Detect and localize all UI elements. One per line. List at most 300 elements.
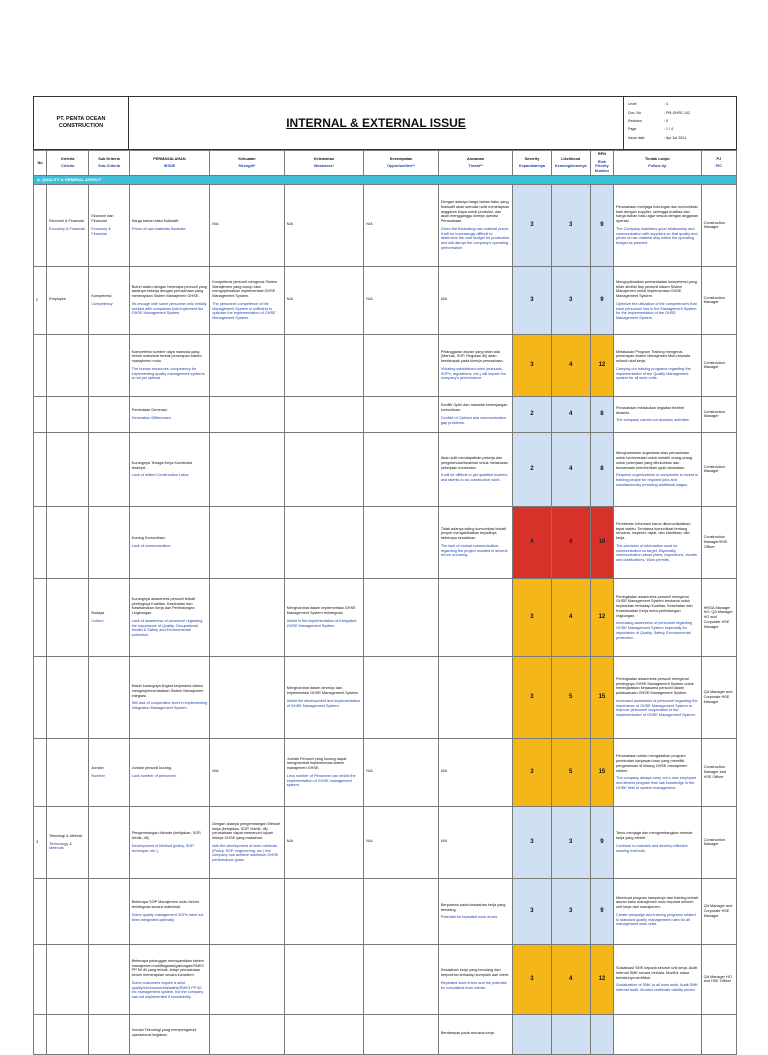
- cell-lik-text: 3: [569, 221, 573, 228]
- cell-threat-text: N/A: [440, 296, 448, 301]
- cell-strength-text: N/A: [212, 221, 219, 226]
- cell-threat-text-en: Potential for repeated work errors.: [440, 915, 499, 920]
- cell-sev-text: 4: [530, 538, 534, 545]
- cell-strength: [210, 266, 285, 334]
- cell-issue-text-en: Lack of communication.: [131, 543, 172, 548]
- cell-subcriteria-text-en: Economy & Financial: [91, 226, 111, 236]
- cell-no: [34, 878, 47, 944]
- cell-sev-text: 3: [530, 768, 534, 775]
- cell-issue: [129, 738, 210, 806]
- cell-issue-text: Harga bahan baku fluktuatif.: [131, 219, 180, 224]
- cell-rpn-text: 15: [598, 693, 606, 700]
- cell-follow-up-text-en: The company carries out dynamic activities.: [616, 418, 690, 423]
- column-header-no: [34, 151, 47, 176]
- cell-pic: [701, 656, 736, 738]
- cell-follow-up: [614, 878, 702, 944]
- cell-opportunity: [364, 1014, 439, 1054]
- cell-threat: [438, 656, 513, 738]
- cell-issue-text-en: Generation Differences.: [131, 415, 172, 420]
- column-label-en: Weakness*: [314, 164, 334, 169]
- cell-follow-up: [614, 432, 702, 506]
- meta-row: [628, 134, 732, 142]
- cell-follow-up-text: Peningkatan awareness personil mengenai pentingnya GHSE Management System untuk meningkatkan kerjasama personil dalam pelaksanaan GHSE Management System.: [616, 677, 694, 696]
- cell-subcriteria: [89, 806, 129, 878]
- cell-weakness: [284, 506, 364, 578]
- cell-lik: [551, 506, 590, 578]
- cell-issue: [129, 878, 210, 944]
- cell-criteria-text: Teknologi & Metode: [49, 833, 83, 838]
- cell-follow-up-text-en: The company always carry out a new employee recruitment program that has knowledge in the GHSE field of system management.: [616, 776, 697, 790]
- cell-criteria: [47, 506, 89, 578]
- cell-subcriteria-text-en: Competency: [91, 301, 113, 306]
- cell-rpn-text: 12: [598, 361, 606, 368]
- column-header-likelihood: [551, 151, 590, 176]
- cell-rpn: [590, 432, 613, 506]
- cell-criteria: [47, 266, 89, 334]
- cell-sev-text: 3: [530, 361, 534, 368]
- cell-strength: [210, 806, 285, 878]
- meta-row: [628, 117, 732, 125]
- cell-issue-text: Perbedaan Generasi.: [131, 408, 168, 413]
- cell-no-text: 2: [36, 298, 39, 303]
- column-header-subkriteria: [89, 151, 129, 176]
- cell-pic: [701, 396, 736, 432]
- cell-lik-text: 4: [569, 465, 573, 472]
- cell-issue-text-en: It's enough with some personnel who initially worked with companies that implement the GHSE Management System.: [131, 301, 207, 316]
- table-row: [34, 334, 737, 396]
- cell-issue-text: Beberapa SOP Manajemen mutu belum terintegrasi secara maksimal.: [131, 900, 199, 910]
- column-header-kelemahan: [284, 151, 364, 176]
- cell-issue-text: Kurang Komunikasi.: [131, 536, 166, 541]
- cell-rpn-text: 9: [600, 221, 604, 228]
- table-row: [34, 184, 737, 266]
- cell-subcriteria: [89, 656, 129, 738]
- cell-subcriteria: [89, 266, 129, 334]
- cell-criteria: [47, 656, 89, 738]
- cell-no: [34, 266, 47, 334]
- cell-sev: [513, 578, 551, 656]
- cell-pic-text: Construction Manager: [703, 360, 725, 370]
- column-label: Kelemahan: [313, 156, 335, 161]
- cell-issue-text: Kurangnya Tenaga Kerja Konstruksi terampil.: [131, 460, 193, 470]
- cell-pic: [701, 1014, 736, 1054]
- column-label: No: [37, 160, 43, 165]
- column-label: RPN: [597, 152, 606, 156]
- table-row: [34, 578, 737, 656]
- column-label-en: Criteria: [61, 164, 75, 169]
- cell-pic-text: Construction Manager: [703, 837, 725, 847]
- cell-strength: [210, 1014, 285, 1054]
- cell-rpn-text: 9: [600, 907, 604, 914]
- cell-criteria: [47, 944, 89, 1014]
- table-row: [34, 506, 737, 578]
- table-header-row: [34, 151, 737, 176]
- cell-strength: [210, 184, 285, 266]
- meta-row: [628, 125, 732, 133]
- cell-no: [34, 738, 47, 806]
- cell-issue-text: Jumlah personil kurang.: [131, 766, 172, 771]
- column-label-en: Follow Up: [648, 164, 667, 169]
- cell-follow-up-text-en: Create campaign and training programs related to standard quality management rules for all management work units.: [616, 912, 696, 927]
- cell-criteria-text: Employee: [49, 296, 66, 301]
- cell-follow-up-text: Mengharuskan organisasi atau perusahaan untuk berinvestasi untuk melatih orang-orang untuk pekerjaan yang dibutuhkan dan bersamaan memberikan upah tambahan.: [616, 451, 692, 470]
- cell-lik-text: 3: [569, 838, 573, 845]
- column-label: Severity: [524, 156, 540, 161]
- cell-rpn-text: 12: [598, 613, 606, 620]
- meta-value: : 0: [664, 118, 668, 123]
- cell-lik: [551, 738, 590, 806]
- cell-subcriteria: [89, 1014, 129, 1054]
- cell-weakness: [284, 738, 364, 806]
- column-header-kesempatan: [364, 151, 439, 176]
- cell-threat-text: Dengan adanya harga bahan baku yang fluktuatif akan semakin sulit menetapkan anggaran biaya untuk produksi, dan akan mengganggu kinerja operasi Perusahaan.: [440, 200, 510, 224]
- cell-follow-up-text: Perusahaan melakukan kegiatan flexibel dinamis.: [616, 405, 685, 415]
- cell-criteria: [47, 806, 89, 878]
- cell-issue: [129, 184, 210, 266]
- cell-no: [34, 578, 47, 656]
- cell-pic: [701, 806, 736, 878]
- cell-pic-text: HRGA Manager HO, QA Manager HO and Corporate HSE Manager: [703, 605, 733, 629]
- cell-issue-text-en: Lack of skilled Construction Labor.: [131, 473, 190, 478]
- cell-pic: [701, 878, 736, 944]
- cell-strength-text: N/A: [212, 768, 219, 773]
- column-header-kekuatan: [210, 151, 285, 176]
- cell-rpn: [590, 656, 613, 738]
- cell-lik: [551, 806, 590, 878]
- cell-no-text: 3: [36, 840, 39, 845]
- cell-opportunity: [364, 578, 439, 656]
- cell-threat: [438, 1014, 513, 1054]
- cell-sev: [513, 184, 551, 266]
- cell-rpn-text: 8: [600, 465, 604, 472]
- cell-follow-up: [614, 334, 702, 396]
- cell-issue: [129, 656, 210, 738]
- column-label-en: Threat**: [468, 164, 483, 169]
- cell-no: [34, 396, 47, 432]
- cell-no: [34, 184, 47, 266]
- cell-subcriteria: [89, 878, 129, 944]
- cell-weakness-text: N/A: [286, 838, 294, 843]
- cell-strength: [210, 656, 285, 738]
- cell-opportunity: [364, 806, 439, 878]
- cell-threat: [438, 506, 513, 578]
- cell-threat-text-en: Repeated work errors and the potential for complaints from clients.: [440, 980, 507, 990]
- column-header-permasalahan: [129, 151, 210, 176]
- table-row: [34, 944, 737, 1014]
- cell-criteria: [47, 738, 89, 806]
- column-header-severity: [513, 151, 551, 176]
- cell-pic: [701, 432, 736, 506]
- cell-sev-text: 2: [530, 465, 534, 472]
- column-label: PJ: [716, 156, 722, 161]
- cell-weakness: [284, 396, 364, 432]
- cell-issue-text: Masih kurangnya tingkat kerjasama dalam mengimplementasikan Sistem Manajemen integrasi.: [131, 684, 204, 698]
- column-header-rpn: [590, 151, 613, 176]
- cell-follow-up: [614, 738, 702, 806]
- cell-sev: [513, 878, 551, 944]
- cell-subcriteria: [89, 334, 129, 396]
- cell-subcriteria: [89, 944, 129, 1014]
- cell-issue-text: Beberapa pelanggan mensyaratkan sistem manajemen multiflagwasi/gabungan/SMK3 PP 50 dll yang terkait, tetapi perusahaan belum menerapkan secara konsisten.: [131, 959, 204, 978]
- cell-follow-up-text-en: Increased awareness of personnel regarding the importance of GHSE Management System to improve personnel cooperation in the implementation of GHSE Management System.: [616, 698, 698, 718]
- cell-no: [34, 806, 47, 878]
- cell-sev: [513, 334, 551, 396]
- cell-subcriteria-text: Kompetensi: [91, 294, 112, 299]
- cell-follow-up-text: Membuat program kampanye dan training terkait aturan baku manajemen mutu kepada seluruh unit kerja dari manajemen.: [616, 895, 698, 910]
- meta-value: : 1 / 4: [664, 127, 673, 132]
- cell-weakness: [284, 266, 364, 334]
- meta-key: Doc. No: [628, 110, 641, 115]
- meta-key: Page: [628, 127, 637, 132]
- cell-pic-text: Construction Manager: [703, 220, 725, 230]
- document-header: [33, 96, 737, 150]
- cell-lik: [551, 334, 590, 396]
- cell-issue: [129, 578, 210, 656]
- cell-follow-up-text-en: Carrying out training programs regarding the implementation of the Quality Management system for all work units.: [616, 366, 691, 381]
- cell-sev-text: 3: [530, 296, 534, 303]
- cell-strength-text: Dengan adanya pengembangan Metode kerja (kebijakan, SOP, teknik, dll) perusahaan dapat memenuhi tujuan kinerja GHSE yang maksimal.: [212, 822, 281, 841]
- column-label-en: ISSUE: [163, 164, 176, 169]
- cell-sev: [513, 944, 551, 1014]
- cell-rpn: [590, 878, 613, 944]
- cell-follow-up-text: Peningkatan awareness personil mengenai GHSE Management System terutama untuk kepedulian terhadap Kualitas, Kesehatan dan Keselamatan Kerja serta perlindungan lingkungan.: [616, 594, 693, 618]
- cell-no: [34, 432, 47, 506]
- cell-follow-up-text-en: Continue to maintain and develop effective working methods.: [616, 843, 688, 853]
- cell-weakness-text: Menghambat dalam develop dan implementasi GHSE Management System.: [286, 686, 359, 696]
- cell-weakness: [284, 334, 364, 396]
- cell-opportunity: [364, 432, 439, 506]
- column-header-ancaman: [438, 151, 513, 176]
- cell-issue: [129, 432, 210, 506]
- cell-threat-text: Akan sulit mendapatkan pekerja dan pengetahuan/keahlian untuk melakukan pekerjaan konstruksi.: [440, 456, 508, 470]
- cell-follow-up-text-en: Requires organizations or companies to invest in training people for required jobs and simultaneously providing additional wages.: [616, 473, 698, 487]
- cell-rpn: [590, 266, 613, 334]
- cell-threat-text-en: It will be difficult to get qualified workers and talents to do construction work.: [440, 473, 508, 483]
- cell-follow-up-text-en: The Company maintains good relationship and communication with suppliers so that quality and prices of raw material stay within the operating budget as planned.: [616, 226, 698, 246]
- cell-follow-up-text: Sosialisasi SMK kepada seluruh unit kerja. Audit Internal SMK secara berkala. Monitor masa berlakunya sertifikat.: [616, 966, 698, 980]
- cell-sev: [513, 738, 551, 806]
- cell-criteria: [47, 334, 89, 396]
- cell-issue: [129, 396, 210, 432]
- meta-value: : PM-GHSE-142: [664, 110, 690, 115]
- cell-lik-text: 3: [569, 907, 573, 914]
- section-row: [34, 175, 737, 184]
- document-page: [33, 96, 737, 1037]
- cell-lik: [551, 184, 590, 266]
- column-label-en: Opportunities**: [387, 164, 415, 169]
- cell-follow-up-text: Perusahaan menjaga hubungan dan komunikasi baik dengan supplier, sehingga kualitas dan harga bahan baku agar sesuai dengan anggaran operasi.: [616, 205, 699, 224]
- cell-lik: [551, 944, 590, 1014]
- cell-rpn: [590, 334, 613, 396]
- column-header-kriteria: [47, 151, 89, 176]
- cell-sev-text: 3: [530, 221, 534, 228]
- cell-opportunity: [364, 396, 439, 432]
- cell-threat-text: N/A: [440, 768, 448, 773]
- cell-subcriteria: [89, 184, 129, 266]
- cell-subcriteria: [89, 578, 129, 656]
- cell-weakness-text-en: Inhibit the development and implementation of GHSE Management System.: [286, 698, 361, 708]
- cell-opportunity-text: N/A: [366, 296, 373, 301]
- cell-follow-up-text-en: The provision of information must be communicated on target. Especially communication about plans, inspections, doubts and clarifications, Work permits.: [616, 543, 697, 563]
- cell-threat: [438, 396, 513, 432]
- cell-threat-text-en: Given the fluctuating raw material prices it will be increasingly difficult to determine the cost budget for production, and will disrupt the company's operating performance.: [440, 226, 511, 250]
- cell-rpn-text: 8: [600, 410, 604, 417]
- cell-lik: [551, 656, 590, 738]
- cell-weakness: [284, 878, 364, 944]
- cell-threat-text: Konflik Opini dan masalah kesenjangan komunikasi.: [440, 403, 508, 413]
- cell-rpn-text: 15: [598, 768, 606, 775]
- cell-issue-text: Kurangnya awareness personil terkait pentingnya Kualitas, Kesehatan dan Keselamatan Kerja dan Perlindungan Lingkungan.: [131, 597, 196, 616]
- column-header-pic: [701, 151, 736, 176]
- cell-subcriteria-text-en: Number: [91, 773, 105, 778]
- cell-rpn: [590, 506, 613, 578]
- cell-issue-text-en: Lack of awareness of personnel regarding the importance of Quality, Occupational Health & Safety and Environmental protection.: [131, 618, 203, 638]
- cell-sev: [513, 1014, 551, 1054]
- cell-sev-text: 3: [530, 907, 534, 914]
- cell-lik-text: 4: [569, 361, 573, 368]
- cell-lik-text: 5: [569, 768, 573, 775]
- cell-threat: [438, 738, 513, 806]
- cell-threat-text: N/A: [440, 838, 448, 843]
- cell-strength: [210, 432, 285, 506]
- cell-weakness: [284, 184, 364, 266]
- cell-strength-text: Kompetensi personil mengenai Sistem Manajemen yang cukup bisa mengoptimalkan implementasi GHSE Management System.: [212, 280, 278, 299]
- table-row: [34, 806, 737, 878]
- cell-strength-text-en: with the development of work methods (Policy, SOP, engineering, etc.) the company can achieve maximum GHSE performance goals.: [212, 843, 279, 863]
- cell-strength: [210, 396, 285, 432]
- cell-threat-text: Kesalahan kerja yang berulang dan berpotensi terhadap komplain dari client.: [440, 968, 510, 978]
- cell-sev-text: 3: [530, 693, 534, 700]
- cell-sev: [513, 656, 551, 738]
- issue-table: [33, 150, 737, 1055]
- cell-follow-up: [614, 1014, 702, 1054]
- cell-follow-up-text: Melakukan Program Training mengenai penerapan sistem Manajemen Mutu kepada seluruh staf kerja.: [616, 349, 691, 364]
- cell-threat: [438, 266, 513, 334]
- column-label: PERMASALAHAN: [153, 156, 186, 161]
- cell-issue-text-en: Some customers require a strict quality/environmental/safety/SMK3 PP 50 etc management system, but the company has not implemented it consistently.: [131, 980, 204, 1000]
- cell-issue: [129, 266, 210, 334]
- cell-issue-text: Pengembangan Metode (kebijakan, SOP, teknik, dll).: [131, 831, 202, 841]
- table-row: [34, 432, 737, 506]
- cell-follow-up-text: Pemberian informasi harus dikomunikasikan tepat waktu. Terutama komunikasi tentang rencana, inspeksi, rapat, dan klarifikasi, dsb kerja.: [616, 522, 691, 541]
- cell-follow-up-text-en: Optimize the utilization of the competencies that each personnel has in the Management System for the implementation of the GHSE Management System.: [616, 301, 697, 321]
- cell-lik: [551, 266, 590, 334]
- cell-rpn-text: 12: [598, 975, 606, 982]
- cell-issue: [129, 334, 210, 396]
- cell-rpn: [590, 396, 613, 432]
- column-label-en: Keparahannya: [518, 164, 546, 169]
- cell-threat-text-en: The lack of mutual communication regarding the project resulted in several errors occurring.: [440, 543, 508, 558]
- cell-lik-text: 5: [569, 693, 573, 700]
- cell-pic-text: QA Manager and Corporate HSE Manager: [703, 904, 733, 918]
- cell-opportunity: [364, 656, 439, 738]
- cell-subcriteria-text: Ekonomi dan Financial: [91, 214, 114, 224]
- cell-lik-text: 4: [569, 975, 573, 982]
- cell-opportunity: [364, 944, 439, 1014]
- cell-opportunity-text: N/A: [366, 768, 373, 773]
- cell-issue: [129, 506, 210, 578]
- cell-no: [34, 506, 47, 578]
- cell-threat: [438, 878, 513, 944]
- cell-pic-text: Construction Manager/HSE Officer: [703, 535, 728, 549]
- column-label: Sub Kriteria: [98, 156, 120, 161]
- cell-issue-text: Butuh waktu dengan beberapa personil yang awalnya bekerja dengan perusahaan yang menerapkan Sistem Manajemen GHSE.: [131, 284, 208, 299]
- cell-sev: [513, 396, 551, 432]
- cell-criteria-text: Ekonomi & Finansial: [49, 219, 84, 224]
- cell-lik: [551, 396, 590, 432]
- cell-weakness: [284, 578, 364, 656]
- meta-row: [628, 100, 732, 108]
- company-name: PT. PENTA OCEAN CONSTRUCTION: [34, 97, 129, 149]
- cell-strength: [210, 506, 285, 578]
- cell-issue-text-en: Development of Method (policy, SOP, technique, etc.).: [131, 843, 195, 853]
- cell-no: [34, 944, 47, 1014]
- cell-pic-text: QA Manager HO and HSE Officer: [703, 974, 732, 984]
- cell-issue-text: Kompetensi sumber daya manusia yang belum maksimal terkait penerapan sistem manajemen mutu.: [131, 349, 202, 364]
- cell-issue-text-en: The human resources' competency for implementing quality management systems is not yet optimal.: [131, 366, 205, 381]
- cell-opportunity: [364, 184, 439, 266]
- table-row: [34, 738, 737, 806]
- cell-follow-up: [614, 944, 702, 1014]
- column-label: Kekuatan: [238, 156, 256, 161]
- cell-strength: [210, 738, 285, 806]
- cell-strength: [210, 944, 285, 1014]
- cell-issue-text: Inovasi Teknologi yang mempengaruhi operasional kegiatan.: [131, 1028, 197, 1037]
- cell-strength: [210, 334, 285, 396]
- cell-opportunity: [364, 506, 439, 578]
- cell-lik-text: 4: [569, 538, 573, 545]
- section-label: A. QUALITY & GENERAL ASPECT: [34, 175, 737, 184]
- cell-no: [34, 1014, 47, 1054]
- cell-follow-up-text: Mengoptimalkan pemanfaatan kompetensi yang telah dimiliki tiap personil dalam Sistem Manajemen untuk implementasi GHSE Management System.: [616, 280, 697, 299]
- cell-rpn-text: 16: [598, 538, 606, 545]
- cell-threat: [438, 432, 513, 506]
- cell-sev-text: 2: [530, 410, 534, 417]
- cell-criteria: [47, 184, 89, 266]
- column-label: Tindak Lanjut: [645, 156, 670, 161]
- column-label-en: Risk Priority Number: [594, 159, 610, 174]
- column-label-en: Kemungkinannya: [554, 164, 587, 169]
- cell-rpn-text: 9: [600, 838, 604, 845]
- cell-opportunity: [364, 334, 439, 396]
- cell-follow-up: [614, 396, 702, 432]
- cell-lik: [551, 432, 590, 506]
- cell-pic: [701, 738, 736, 806]
- cell-strength-text-en: The personnel competence of the Management System is sufficient to optimize the implementation of GHSE Management System.: [212, 301, 276, 321]
- cell-threat: [438, 578, 513, 656]
- cell-weakness: [284, 1014, 364, 1054]
- meta-row: [628, 108, 732, 116]
- cell-lik-text: 3: [569, 296, 573, 303]
- cell-pic-text: Construction Manager: [703, 409, 725, 419]
- cell-weakness: [284, 806, 364, 878]
- cell-weakness-text: Menghambat dalam implementasi GHSE Management System terintegrasi.: [286, 606, 356, 616]
- cell-sev: [513, 806, 551, 878]
- cell-subcriteria: [89, 506, 129, 578]
- cell-threat: [438, 806, 513, 878]
- cell-opportunity: [364, 266, 439, 334]
- cell-opportunity: [364, 738, 439, 806]
- cell-follow-up: [614, 184, 702, 266]
- table-row: [34, 1014, 737, 1054]
- cell-pic: [701, 506, 736, 578]
- cell-strength: [210, 578, 285, 656]
- cell-pic-text: QA Manager and Corporate HSE Manager: [703, 690, 733, 704]
- column-label: Ancaman: [467, 156, 485, 161]
- cell-issue-text-en: Lack number of personnel.: [131, 773, 177, 778]
- cell-rpn: [590, 806, 613, 878]
- column-label-en: Sub-Criteria: [98, 164, 120, 169]
